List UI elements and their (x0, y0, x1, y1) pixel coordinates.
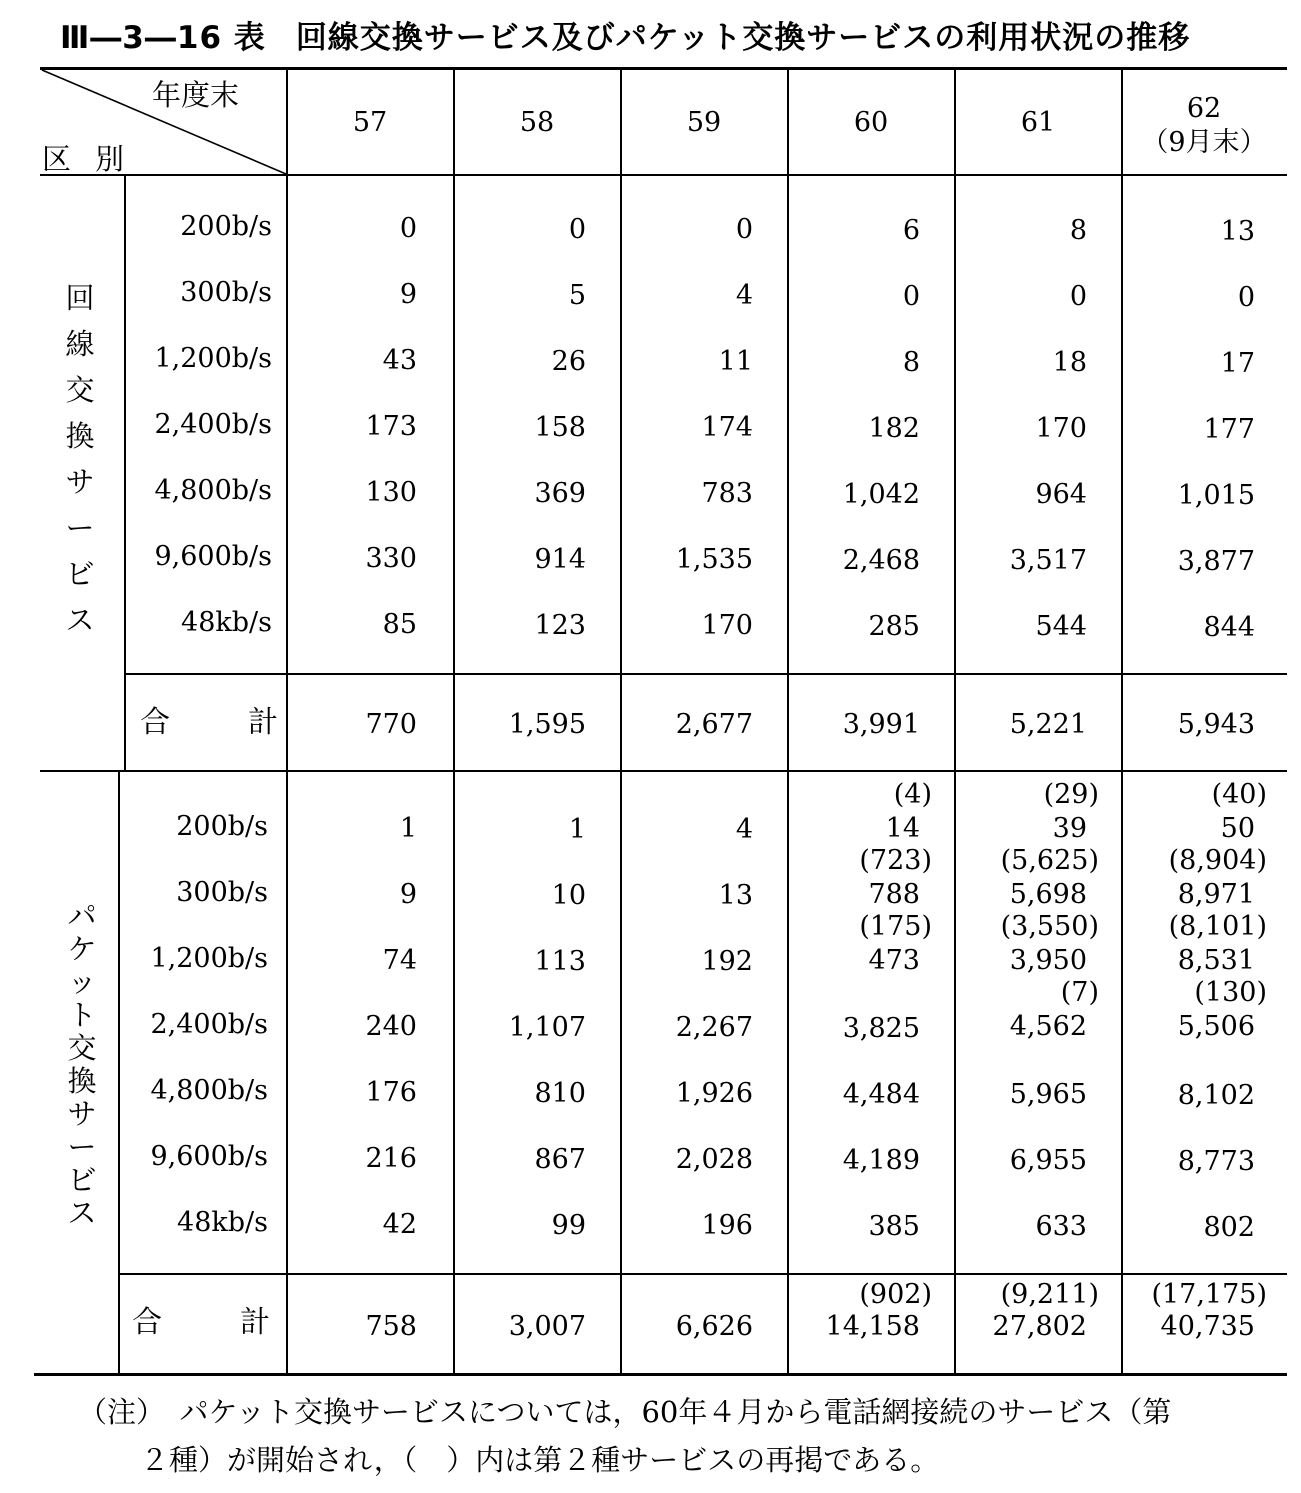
footnote (78, 1388, 1288, 1484)
packet-cell-sub: (723) (859, 845, 932, 876)
packet-cell-sub: (7) (1060, 977, 1099, 1008)
packet-cell: 240 (365, 1011, 417, 1042)
circuit-cell: 158 (534, 411, 586, 443)
packet-cell-sub: (29) (1043, 779, 1099, 810)
packet-cell: 74 (382, 945, 417, 976)
circuit-cell: 18 (1052, 347, 1087, 379)
circuit-cell: 177 (1203, 414, 1255, 445)
packet-cell: 385 (868, 1210, 920, 1242)
circuit-cell: 3,517 (1009, 545, 1087, 577)
packet-cell: 50 (1220, 813, 1255, 844)
circuit-group-char: ビ (65, 557, 95, 591)
packet-total-cell: 40,735 (1160, 1311, 1255, 1342)
circuit-cell: 964 (1035, 479, 1087, 511)
circuit-total-cell: 3,991 (842, 709, 920, 740)
header-year-58: 58 (519, 107, 555, 138)
corner-label-category: 区別 (42, 142, 149, 176)
circuit-cell: 844 (1203, 612, 1255, 643)
circuit-cell: 285 (868, 610, 920, 642)
footnote-line-1: （注） パケット交換サービスについては，60年４月から電話網接続のサービス（第 (78, 1395, 1172, 1429)
circuit-total-cell: 770 (365, 709, 417, 740)
packet-cell: 9 (399, 879, 417, 910)
packet-cell: 8,971 (1177, 879, 1255, 910)
circuit-cell: 330 (365, 543, 417, 574)
header-year-sub: （9月末） (1141, 127, 1267, 158)
packet-cell: 4,484 (842, 1078, 920, 1110)
packet-cell: 2,028 (675, 1144, 753, 1176)
circuit-cell: 123 (534, 609, 586, 641)
circuit-row-label: 2,400b/s (154, 409, 272, 440)
packet-group-char: ー (67, 1130, 97, 1164)
packet-cell: 810 (534, 1077, 586, 1109)
circuit-cell: 369 (534, 477, 586, 509)
packet-total-label: 合 計 (132, 1305, 276, 1340)
rule-section-divider (40, 770, 1287, 772)
circuit-cell: 8 (1069, 215, 1087, 247)
circuit-total-cell: 5,943 (1177, 709, 1255, 740)
packet-cell: 5,698 (1009, 879, 1087, 910)
circuit-cell: 11 (718, 346, 753, 378)
circuit-cell: 5 (568, 279, 586, 311)
circuit-row-label: 48kb/s (181, 607, 272, 638)
footnote-line-2: ２種）が開始され，（ ）内は第２種サービスの再掲である。 (140, 1443, 940, 1477)
packet-cell-sub: (5,625) (1000, 845, 1099, 876)
packet-group-char: ビ (67, 1163, 97, 1197)
rule-packet-total (118, 1273, 1287, 1275)
header-year-61: 61 (1020, 107, 1056, 138)
circuit-cell: 783 (701, 478, 753, 510)
packet-cell: 8,102 (1177, 1080, 1255, 1111)
circuit-cell: 3,877 (1177, 546, 1255, 577)
packet-cell: 2,267 (675, 1012, 753, 1044)
packet-cell: 5,965 (1009, 1079, 1087, 1111)
header-year-62: 62 (1186, 93, 1222, 124)
packet-cell: 3,825 (842, 1012, 920, 1044)
corner-label-year-end: 年度末 (152, 78, 240, 112)
header-year-60: 60 (853, 107, 889, 138)
circuit-total-label: 合 計 (140, 705, 284, 740)
circuit-total-cell: 5,221 (1009, 709, 1087, 740)
packet-group-char: サ (67, 1097, 97, 1131)
circuit-group-char: 回 (65, 281, 95, 315)
packet-cell: 788 (868, 879, 920, 910)
packet-cell: 42 (382, 1209, 417, 1240)
packet-cell: 1,926 (675, 1078, 753, 1110)
circuit-cell: 1,042 (842, 478, 920, 510)
circuit-row-label: 4,800b/s (154, 475, 272, 506)
circuit-group-char: 換 (65, 419, 95, 453)
packet-cell-sub: (130) (1194, 977, 1267, 1008)
circuit-row-label: 200b/s (180, 211, 272, 242)
packet-group-char: ス (67, 1196, 97, 1230)
header-year-57: 57 (352, 107, 388, 138)
packet-cell-sub: (8,904) (1168, 845, 1267, 876)
circuit-group-char: ー (65, 511, 95, 545)
packet-total-cell: 3,007 (508, 1311, 586, 1342)
packet-cell: 1 (399, 813, 417, 844)
packet-cell: 8,531 (1177, 945, 1255, 976)
circuit-cell: 8 (902, 346, 920, 378)
packet-group-char: パ (67, 899, 97, 933)
circuit-cell: 1,015 (1177, 480, 1255, 511)
packet-cell: 176 (365, 1077, 417, 1108)
packet-cell: 14 (885, 813, 920, 844)
packet-total-cell-sub: (17,175) (1151, 1279, 1267, 1310)
circuit-group-char: 交 (65, 373, 95, 407)
circuit-group-char: サ (65, 465, 95, 499)
circuit-cell: 9 (399, 279, 417, 310)
packet-cell: 6,955 (1009, 1145, 1087, 1177)
packet-cell: 8,773 (1177, 1146, 1255, 1177)
packet-total-cell: 14,158 (825, 1311, 920, 1342)
packet-cell: 196 (701, 1210, 753, 1242)
packet-cell: 4,562 (1009, 1011, 1087, 1042)
packet-cell: 5,506 (1177, 1011, 1255, 1042)
circuit-cell: 914 (534, 543, 586, 575)
circuit-cell: 174 (701, 412, 753, 444)
circuit-group-label (60, 280, 100, 648)
circuit-cell: 6 (902, 214, 920, 246)
circuit-cell: 130 (365, 477, 417, 508)
circuit-cell: 0 (1237, 282, 1255, 313)
circuit-cell: 0 (399, 213, 417, 244)
packet-cell: 633 (1035, 1211, 1087, 1243)
packet-cell-sub: (3,550) (1000, 911, 1099, 942)
rule-col-label-packet (118, 771, 120, 1374)
packet-cell: 10 (551, 879, 586, 911)
circuit-row-label: 9,600b/s (154, 541, 272, 572)
packet-cell: 867 (534, 1143, 586, 1175)
circuit-group-char: ス (65, 603, 95, 637)
packet-cell-sub: (40) (1211, 779, 1267, 810)
circuit-cell: 0 (1069, 281, 1087, 313)
circuit-cell: 0 (568, 213, 586, 245)
circuit-cell: 13 (1220, 216, 1255, 247)
packet-cell-sub: (175) (859, 911, 932, 942)
circuit-row-label: 1,200b/s (154, 343, 272, 374)
packet-cell: 4,189 (842, 1144, 920, 1176)
packet-cell-sub: (4) (893, 779, 932, 810)
packet-cell: 99 (551, 1209, 586, 1241)
packet-total-cell-sub: (9,211) (1000, 1279, 1099, 1310)
circuit-cell: 2,468 (842, 544, 920, 576)
packet-cell-sub: (8,101) (1168, 911, 1267, 942)
packet-total-cell: 758 (365, 1311, 417, 1342)
packet-row-label: 1,200b/s (150, 943, 268, 974)
packet-group-char: ッ (67, 965, 97, 999)
packet-row-label: 9,600b/s (150, 1141, 268, 1172)
circuit-cell: 544 (1035, 611, 1087, 643)
packet-cell: 216 (365, 1143, 417, 1174)
packet-cell: 3,950 (1009, 945, 1087, 976)
packet-cell: 13 (718, 880, 753, 912)
circuit-cell: 4 (735, 280, 753, 312)
packet-cell: 4 (735, 814, 753, 846)
circuit-cell: 170 (1035, 413, 1087, 445)
circuit-total-cell: 1,595 (508, 709, 586, 740)
circuit-cell: 170 (701, 610, 753, 642)
circuit-cell: 85 (382, 609, 417, 640)
circuit-row-label: 300b/s (180, 277, 272, 308)
circuit-total-cell: 2,677 (675, 709, 753, 740)
packet-cell: 113 (534, 945, 586, 977)
packet-row-label: 48kb/s (177, 1207, 268, 1238)
rule-col-label (124, 174, 126, 771)
circuit-cell: 43 (382, 345, 417, 376)
circuit-cell: 1,535 (675, 544, 753, 576)
packet-row-label: 2,400b/s (150, 1009, 268, 1040)
packet-group-char: 交 (67, 1031, 97, 1065)
rule-circuit-total (124, 673, 1287, 675)
packet-cell: 39 (1052, 813, 1087, 844)
circuit-cell: 0 (902, 280, 920, 312)
packet-group-char: ケ (67, 932, 97, 966)
rule-bottom (34, 1373, 1287, 1376)
packet-group-char: ト (67, 998, 97, 1032)
circuit-cell: 17 (1220, 348, 1255, 379)
circuit-cell: 26 (551, 345, 586, 377)
packet-row-label: 300b/s (176, 877, 268, 908)
packet-total-cell: 6,626 (675, 1311, 753, 1342)
circuit-cell: 0 (735, 214, 753, 246)
table-number: Ⅲ―3―16 表 (60, 20, 266, 56)
circuit-cell: 173 (365, 411, 417, 442)
packet-group-char: 換 (67, 1064, 97, 1098)
packet-total-cell: 27,802 (992, 1311, 1087, 1342)
packet-cell: 473 (868, 945, 920, 976)
circuit-group-char: 線 (65, 327, 95, 361)
header-year-59: 59 (686, 107, 722, 138)
packet-row-label: 200b/s (176, 811, 268, 842)
table-title-text: 回線交換サービス及びパケット交換サービスの利用状況の推移 (295, 20, 1191, 56)
packet-cell: 192 (701, 946, 753, 978)
packet-cell: 802 (1203, 1212, 1255, 1243)
packet-cell: 1 (568, 813, 586, 845)
circuit-cell: 182 (868, 412, 920, 444)
packet-group-label (62, 898, 102, 1228)
packet-total-cell-sub: (902) (859, 1279, 932, 1310)
packet-cell: 1,107 (508, 1011, 586, 1043)
packet-row-label: 4,800b/s (150, 1075, 268, 1106)
